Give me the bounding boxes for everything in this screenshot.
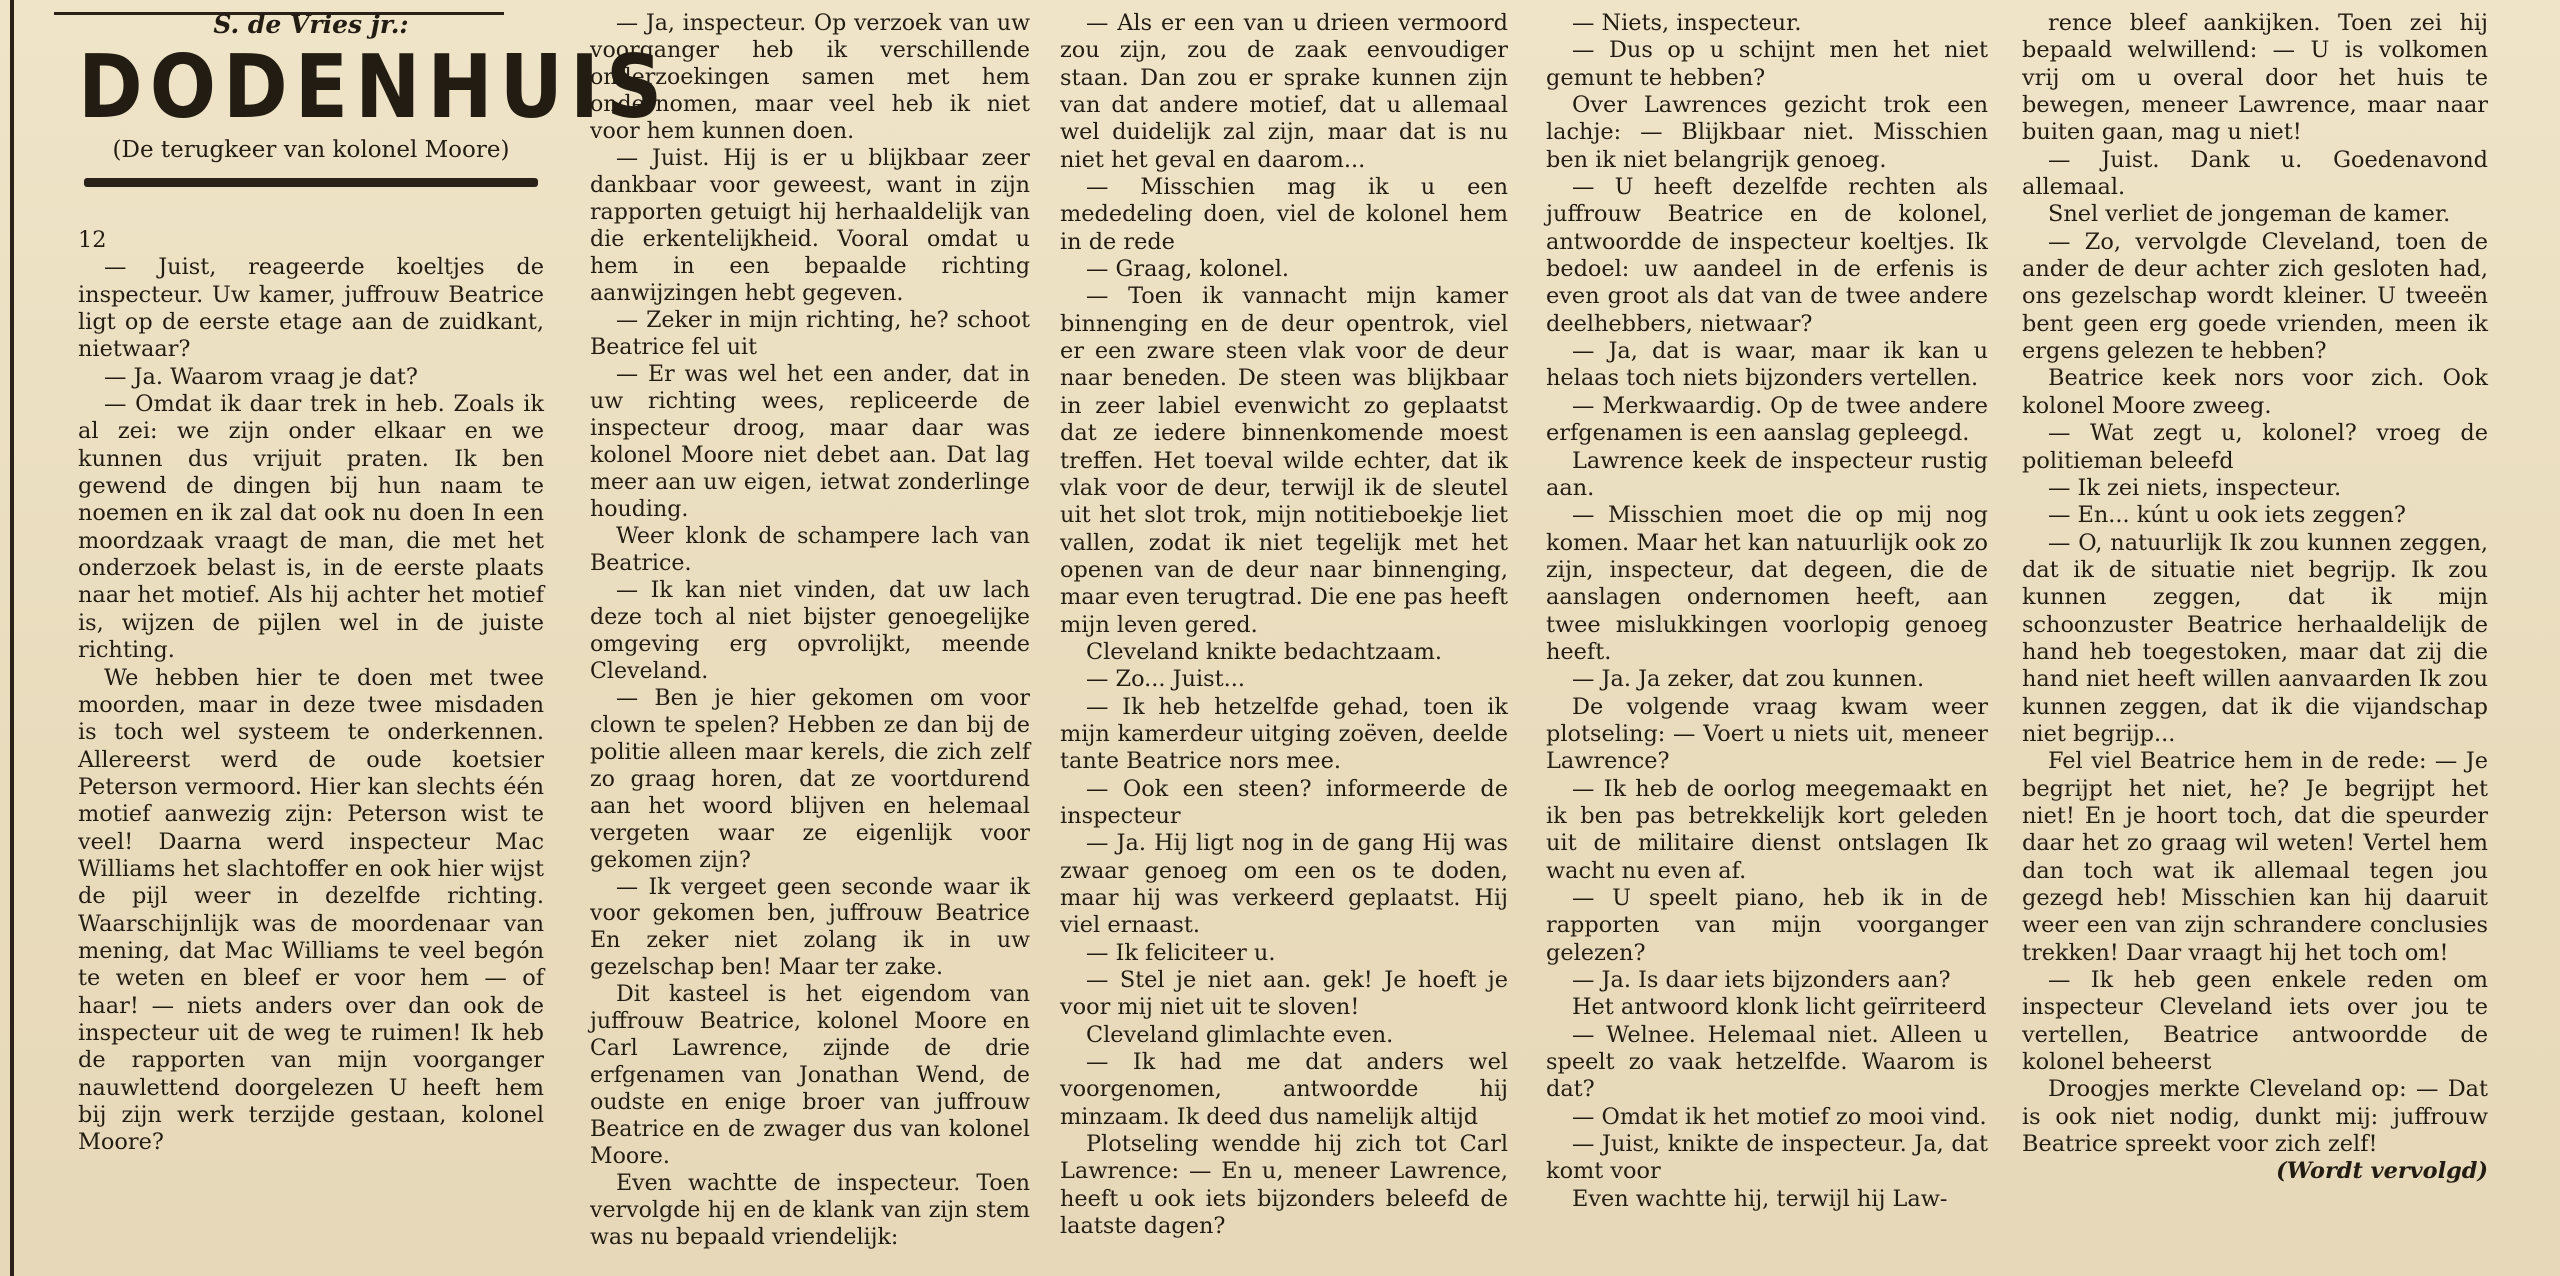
paragraph: — Wat zegt u, kolonel? vroeg de politieman beleefd: [2022, 420, 2488, 474]
paragraph: Fel viel Beatrice hem in de rede: — Je begrijpt het niet, he? Je begrijpt het niet! En je hoort toch, dat die speurder daar het zo graag wil weten! Vertel hem dan toch wat ik allemaal tegen jou gezegd heb! Misschien kan hij daaruit weer een van zijn schrandere conclusies trekken! Daar vraagt hij het toch om!: [2022, 748, 2488, 966]
paragraph: — O, natuurlijk Ik zou kunnen zeggen, dat ik de situatie niet begrijp. Ik zou kunnen zeggen, dat ik mijn schoonzuster Beatrice herhaaldelijk de hand heb toegestoken, maar dat zij die hand niet heeft willen aanvaarden Ik zou kunnen zeggen, dat ik die vijandschap niet begrijp...: [2022, 529, 2488, 747]
paragraph: — U heeft dezelfde rechten als juffrouw Beatrice en de kolonel, antwoordde de inspecteur koeltjes. Ik bedoel: uw aandeel in de erfenis is even groot als dat van de twee andere deelhebbers, nietwaar?: [1546, 174, 1988, 337]
paragraph: Plotseling wendde hij zich tot Carl Lawrence: — En u, meneer Lawrence, heeft u ook iets bijzonders beleefd de laatste dagen?: [1060, 1131, 1508, 1240]
paragraph: — Ja, inspecteur. Op verzoek van uw voorganger heb ik verschillende onderzoekingen samen met hem ondernomen, maar veel heb ik niet voor hem kunnen doen.: [590, 10, 1030, 144]
paragraph: — Ik had me dat anders wel voorgenomen, antwoordde hij minzaam. Ik deed dus namelijk altijd: [1060, 1049, 1508, 1130]
article-title: DODENHUIS: [78, 37, 670, 139]
paragraph: — Ik heb de oorlog meegemaakt en ik ben pas betrekkelijk kort geleden uit de militaire dienst ontslagen Ik wacht nu even af.: [1546, 775, 1988, 884]
chapter-number: 12: [78, 227, 107, 253]
paragraph: — Juist. Dank u. Goedenavond allemaal.: [2022, 146, 2488, 201]
paragraph: — Ik heb hetzelfde gehad, toen ik mijn kamerdeur uitging zoëven, deelde tante Beatrice nors mee.: [1060, 693, 1508, 775]
paragraph: — Als er een van u drieen vermoord zou zijn, zou de zaak eenvoudiger staan. Dan zou er sprake kunnen zijn van dat andere motief, dat u allemaal wel duidelijk zal zijn, maar dat is nu niet het geval en daarom...: [1060, 10, 1508, 173]
paragraph: Droogjes merkte Cleveland op: — Dat is ook niet nodig, dunkt mij: juffrouw Beatrice spreekt voor zich zelf!: [2022, 1076, 2488, 1158]
paragraph: Even wachtte hij, terwijl hij Law-: [1572, 1185, 1948, 1212]
paragraph: — Welnee. Helemaal niet. Alleen u speelt zo vaak hetzelfde. Waarom is dat?: [1546, 1021, 1988, 1103]
paragraph: — Ik heb geen enkele reden om inspecteur Cleveland iets over jou te vertellen, Beatrice antwoordde de kolonel beheerst: [2022, 967, 2488, 1076]
paragraph: — Ik feliciteer u.: [1086, 939, 1276, 966]
paragraph: — Zo... Juist...: [1086, 666, 1246, 693]
paragraph: — Zo, vervolgde Cleveland, toen de ander de deur achter zich gesloten had, ons gezelschap wordt kleiner. U tweeën bent geen erg goede vrienden, meen ik ergens gelezen te hebben?: [2022, 228, 2488, 365]
paragraph: Dit kasteel is het eigendom van juffrouw Beatrice, kolonel Moore en Carl Lawrence, zijnde de drie erfgenamen van Jonathan Wend, de oudste en enige broer van juffrouw Beatrice en de zwager dus van kolonel Moore.: [590, 981, 1030, 1170]
article-column-2: [590, 10, 1030, 1250]
paragraph: — Merkwaardig. Op de twee andere erfgenamen is een aanslag gepleegd.: [1546, 392, 1988, 447]
paragraph: — Omdat ik het motief zo mooi vind.: [1572, 1103, 1987, 1130]
left-border-rule: [10, 0, 14, 1276]
paragraph: — Juist. Hij is er u blijkbaar zeer dankbaar voor geweest, want in zijn rapporten getuigt hij herhaaldelijk van die erkentelijkheid. Vooral omdat u hem in een bepaalde richting aanwijzingen hebt gegeven.: [590, 144, 1030, 306]
paragraph: Het antwoord klonk licht geïrriteerd: [1572, 994, 1987, 1021]
paragraph: De volgende vraag kwam weer plotseling: — Voert u niets uit, meneer Lawrence?: [1546, 693, 1988, 775]
paragraph: — Ja. Is daar iets bijzonders aan?: [1572, 967, 1951, 994]
article-column-3: [1060, 10, 1508, 1250]
paragraph: — En... kúnt u ook iets zeggen?: [2048, 502, 2406, 529]
paragraph: — Graag, kolonel.: [1086, 256, 1290, 283]
title-rule: [84, 178, 538, 187]
paragraph: — Dus op u schijnt men het niet gemunt te hebben?: [1546, 37, 1988, 91]
paragraph: — Misschien mag ik u een mededeling doen, viel de kolonel hem in de rede: [1060, 174, 1508, 255]
paragraph: — Stel je niet aan. gek! Je hoeft je voor mij niet uit te sloven!: [1060, 967, 1508, 1021]
paragraph: — Misschien moet die op mij nog komen. Maar het kan natuurlijk ook zo zijn, inspecteur, dat degeen, die de aanslagen ondernomen heeft, aan twee mislukkingen voorlopig genoeg heeft.: [1546, 502, 1988, 665]
paragraph: — Ook een steen? informeerde de inspecteur: [1060, 775, 1508, 829]
paragraph: — Ik kan niet vinden, dat uw lach deze toch al niet bijster genoegelijke omgeving erg opvrolijkt, meende Cleveland.: [590, 576, 1030, 684]
paragraph: Snel verliet de jongeman de kamer.: [2048, 201, 2451, 228]
article-subtitle: (De terugkeer van kolonel Moore): [112, 137, 510, 163]
paragraph: — Juist, knikte de inspecteur. Ja, dat komt voor: [1546, 1131, 1988, 1185]
paragraph: Cleveland knikte bedachtzaam.: [1086, 638, 1442, 665]
paragraph: — Ja. Ja zeker, dat zou kunnen.: [1572, 666, 1925, 693]
paragraph: Lawrence keek de inspecteur rustig aan.: [1546, 447, 1988, 501]
paragraph: — Er was wel het een ander, dat in uw richting wees, repliceerde de inspecteur droog, maar daar was kolonel Moore niet debet aan. Dat lag meer aan uw eigen, ietwat zonderlinge houding.: [590, 360, 1030, 522]
paragraph: — Ik zei niets, inspecteur.: [2048, 474, 2342, 501]
paragraph: Even wachtte de inspecteur. Toen vervolgde hij en de klank van zijn stem was nu bepaald vriendelijk:: [590, 1170, 1030, 1251]
paragraph: rence bleef aankijken. Toen zei hij bepaald welwillend: — U is volkomen vrij om u overal door het huis te bewegen, meneer Lawrence, maar naar buiten gaan, mag u niet!: [2022, 10, 2488, 146]
paragraph: Cleveland glimlachte even.: [1086, 1021, 1394, 1048]
paragraph: — Niets, inspecteur.: [1572, 10, 1802, 36]
paragraph: Weer klonk de schampere lach van Beatrice.: [590, 522, 1030, 576]
to-be-continued: (Wordt vervolgd): [2276, 1158, 2488, 1185]
paragraph: — Ja. Waarom vraag je dat?: [104, 363, 418, 390]
paragraph: Over Lawrences gezicht trok een lachje: — Blijkbaar niet. Misschien ben ik niet belangrijk genoeg.: [1546, 92, 1988, 173]
paragraph: — Ben je hier gekomen om voor clown te spelen? Hebben ze dan bij de politie alleen maar kerels, die zich zelf zo graag horen, dat ze voortdurend aan het woord blijven en helemaal vergeten waar ze eigenlijk voor gekomen zijn?: [590, 684, 1030, 873]
paragraph: — U speelt piano, heb ik in de rapporten van mijn voorganger gelezen?: [1546, 885, 1988, 966]
paragraph: — Ja, dat is waar, maar ik kan u helaas toch niets bijzonders vertellen.: [1546, 338, 1988, 392]
paragraph: — Omdat ik daar trek in heb. Zoals ik al zei: we zijn onder elkaar en we kunnen dus vrijuit praten. Ik ben gewend de dingen bij hun naam te noemen en ik zal dat ook nu doen In een moordzaak vraagt de man, die met het onderzoek belast is, in de eerste plaats naar het motief. Als hij achter het motief is, wijzen de pijlen wel in de juiste richting.: [78, 391, 544, 664]
paragraph: — Juist, reageerde koeltjes de inspecteur. Uw kamer, juffrouw Beatrice ligt op de eerste etage aan de zuidkant, nietwaar?: [78, 254, 544, 363]
author-byline: S. de Vries jr.:: [213, 10, 409, 39]
paragraph: — Ja. Hij ligt nog in de gang Hij was zwaar genoeg om een os te doden, maar hij was verkeerd geplaatst. Hij viel ernaast.: [1060, 830, 1508, 939]
paragraph: We hebben hier te doen met twee moorden, maar in deze twee misdaden is toch wel systeem te onderkennen. Allereerst werd de oude koetsier Peterson vermoord. Hier kan slechts één motief aanwezig zijn: Peterson wist te veel! Daarna werd inspecteur Mac Williams het slachtoffer en ook hier wijst de pijl weer in dezelfde richting. Waarschijnlijk was de moordenaar van mening, dat Mac Williams te veel begón te weten en bleef er voor hem — of haar! — niets anders over dan ook de inspecteur uit de weg te ruimen! Ik heb de rapporten van mijn voorganger nauwlettend doorgelezen U heeft hem bij zijn werk terzijde gestaan, kolonel Moore?: [78, 664, 544, 1156]
paragraph: — Ik vergeet geen seconde waar ik voor gekomen ben, juffrouw Beatrice En zeker niet zolang ik in uw gezelschap ben! Maar ter zake.: [590, 873, 1030, 981]
article-column-1: [78, 10, 670, 1250]
paragraph: — Zeker in mijn richting, he? schoot Beatrice fel uit: [590, 306, 1030, 360]
paragraph: Beatrice keek nors voor zich. Ook kolonel Moore zweeg.: [2022, 365, 2488, 419]
paragraph: — Toen ik vannacht mijn kamer binnenging en de deur opentrok, viel er een zware steen vlak voor de deur naar beneden. De steen was blijkbaar in zeer labiel evenwicht zo geplaatst dat ze iedere binnenkomende moest treffen. Het toeval wilde echter, dat ik vlak voor de deur, terwijl ik de sleutel uit het slot trok, mijn notitieboekje liet vallen, zodat ik niet tegelijk met het openen van de deur naar binnenging, maar even terugtrad. Die ene pas heeft mijn leven gered.: [1060, 283, 1508, 638]
article-column-4: [1546, 10, 1988, 1250]
article-column-5: [2022, 10, 2488, 1250]
